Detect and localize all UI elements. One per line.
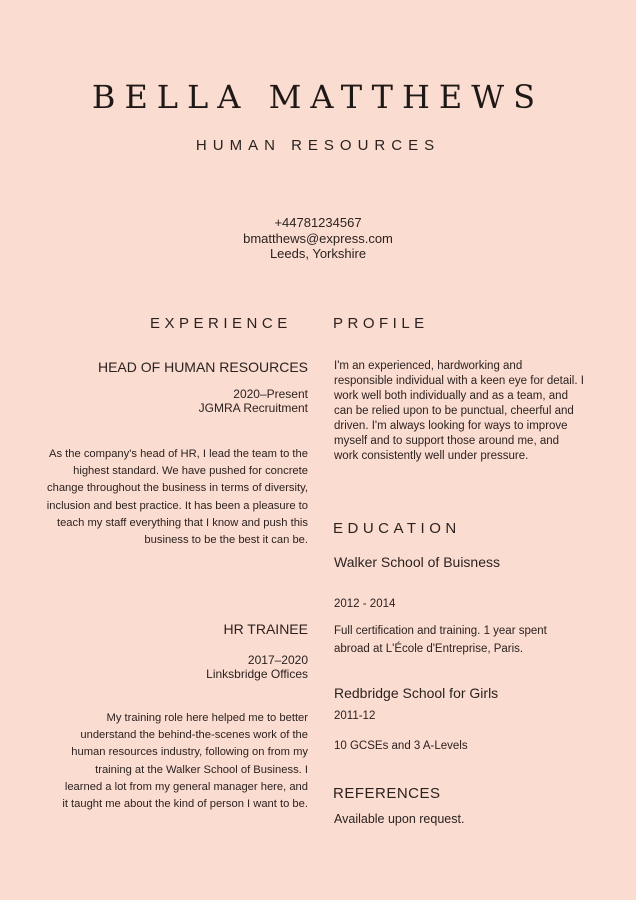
job-1-meta [199, 387, 308, 415]
references-heading: REFERENCES [333, 785, 441, 802]
contact-email: bmatthews@express.com [243, 230, 393, 246]
contact-location: Leeds, Yorkshire [269, 246, 367, 261]
job-1-description: As the company's head of HR, I lead the team to the highest standard. We have pushed for concrete change throughout the business in terms of diversity, inclusion and best practice. It has been a pleasure to teach my staff everything that I know and push this business to be the best it can be. [46, 448, 308, 547]
job-1-dates: 2020–Present [233, 387, 308, 401]
school-1-detail: Full certification and training. 1 year spent abroad at L'École d'Entreprise, Paris. [334, 625, 547, 655]
job-2-company: Linksbridge Offices [206, 667, 308, 681]
candidate-role: HUMAN RESOURCES [195, 137, 441, 154]
school-1-name: Walker School of Buisness [334, 554, 500, 570]
school-2-dates: 2011-12 [334, 710, 376, 722]
school-2-name: Redbridge School for Girls [334, 685, 499, 701]
candidate-name: BELLA MATTHEWS [91, 78, 545, 116]
experience-heading: EXPERIENCE [150, 315, 292, 332]
job-2-meta [206, 653, 308, 681]
contact-phone: +44781234567 [274, 215, 362, 230]
job-2-description: My training role here helped me to better understand the behind-the-scenes work of the human resources industry, following on from my training at the Walker School of Business. I learned a lot from my general manager here, and it taught me about the kind of person I want to be. [62, 712, 308, 811]
job-2-title: HR TRAINEE [223, 621, 308, 637]
profile-heading: PROFILE [333, 315, 429, 332]
contact-block [0, 215, 636, 262]
job-1-title: HEAD OF HUMAN RESOURCES [97, 359, 308, 375]
job-1-company: JGMRA Recruitment [198, 401, 308, 415]
job-2-dates: 2017–2020 [247, 653, 308, 667]
education-heading: EDUCATION [333, 520, 461, 537]
references-text: Available upon request. [334, 812, 465, 826]
school-1-dates: 2012 - 2014 [334, 598, 396, 610]
school-2-detail: 10 GCSEs and 3 A-Levels [334, 740, 468, 752]
profile-text: I'm an experienced, hardworking and responsible individual with a keen eye for detail. I work well both individually and as a team, and can be relied upon to be punctual, cheerful and driven. I'm always looking for ways to improve myself and to support those around me, and work consistently well under pressure. [334, 360, 584, 462]
